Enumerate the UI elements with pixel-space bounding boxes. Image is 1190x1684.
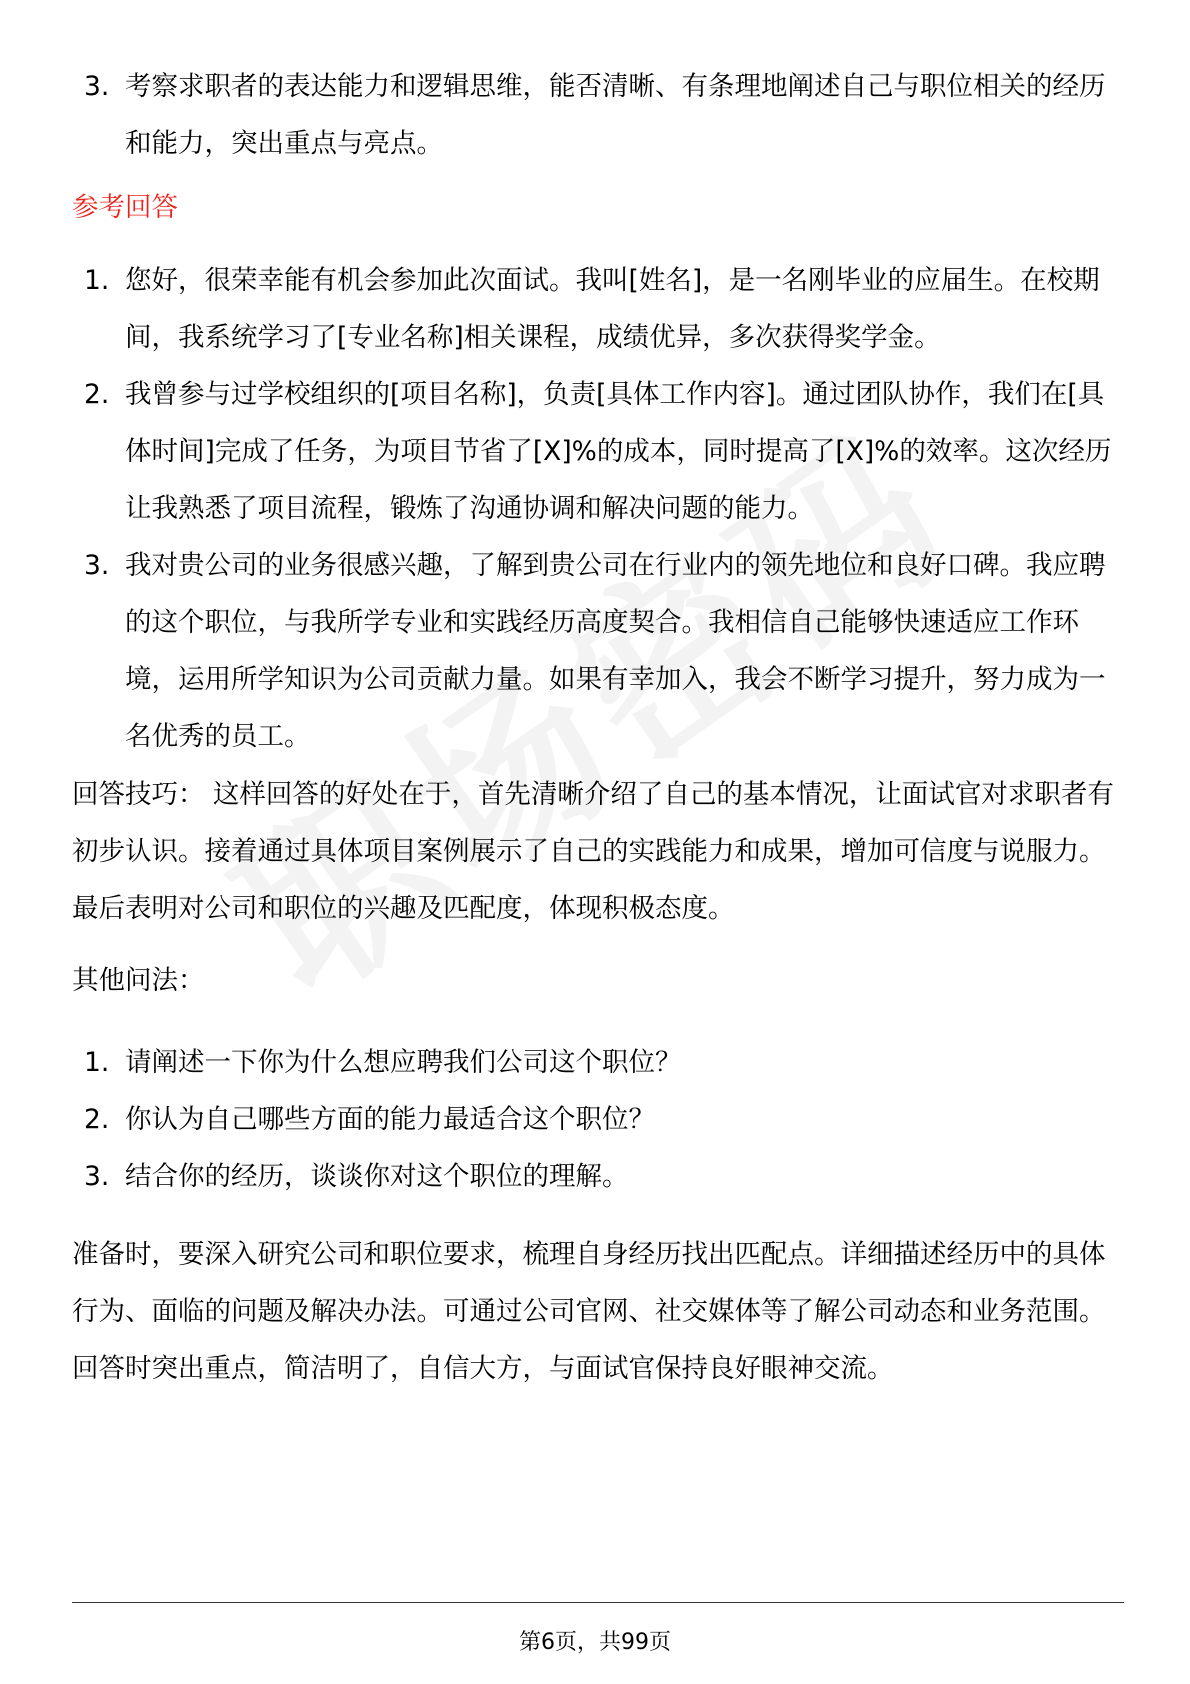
page-number: 第6页，共99页 [519, 1630, 671, 1655]
reference-answer-list [0, 252, 1190, 765]
list-item-text: 请阐述一下你为什么想应聘我们公司这个职位？ [125, 1047, 682, 1078]
list-item-text: 你认为自己哪些方面的能力最适合这个职位？ [125, 1104, 655, 1135]
list-item-number: 1. [84, 265, 110, 296]
other-questions-list [0, 1034, 1190, 1205]
list-item [0, 366, 1190, 537]
list-item-number: 2. [84, 379, 110, 410]
other-questions-heading: 其他问法： [72, 965, 205, 996]
list-item-text: 结合你的经历，谈谈你对这个职位的理解。 [125, 1161, 629, 1192]
list-item-number: 2. [84, 1104, 110, 1135]
list-item [0, 537, 1190, 765]
list-item [0, 1148, 1190, 1205]
list-item-text: 我曾参与过学校组织的[项目名称]，负责[具体工作内容]。通过团队协作，我们在[具体时间]完成了任务，为项目节省了[X]%的成本，同时提高了[X]%的效率。这次经历让我熟悉了项目流程，锻炼了沟通协调和解决问题的能力。 [125, 379, 1112, 524]
reference-answer-heading: 参考回答 [72, 192, 178, 223]
list-item-number: 3. [84, 550, 110, 581]
list-item-text: 考察求职者的表达能力和逻辑思维，能否清晰、有条理地阐述自己与职位相关的经历和能力，突出重点与亮点。 [125, 71, 1106, 159]
list-item [0, 1034, 1190, 1091]
list-item-number: 1. [84, 1047, 110, 1078]
list-item [0, 58, 1190, 172]
list-item-text: 我对贵公司的业务很感兴趣，了解到贵公司在行业内的领先地位和良好口碑。我应聘的这个职位，与我所学专业和实践经历高度契合。我相信自己能够快速适应工作环境，运用所学知识为公司贡献力量。如果有幸加入，我会不断学习提升，努力成为一名优秀的员工。 [125, 550, 1106, 752]
list-item [0, 252, 1190, 366]
list-item-number: 3. [84, 1161, 110, 1192]
footer-divider [72, 1602, 1124, 1603]
answer-tips-paragraph: 回答技巧： 这样回答的好处在于，首先清晰介绍了自己的基本情况，让面试官对求职者有初步认识。接着通过具体项目案例展示了自己的实践能力和成果，增加可信度与说服力。最后表明对公司和职位的兴趣及匹配度，体现积极态度。 [72, 779, 1114, 924]
list-item [0, 1091, 1190, 1148]
list-item-text: 您好，很荣幸能有机会参加此次面试。我叫[姓名]，是一名刚毕业的应届生。在校期间，我系统学习了[专业名称]相关课程，成绩优异，多次获得奖学金。 [125, 265, 1100, 353]
preparation-paragraph: 准备时，要深入研究公司和职位要求，梳理自身经历找出匹配点。详细描述经历中的具体行为、面临的问题及解决办法。可通过公司官网、社交媒体等了解公司动态和业务范围。回答时突出重点，简洁明了，自信大方，与面试官保持良好眼神交流。 [72, 1239, 1106, 1384]
list-item-number: 3. [84, 71, 110, 102]
top-numbered-list [0, 58, 1190, 172]
